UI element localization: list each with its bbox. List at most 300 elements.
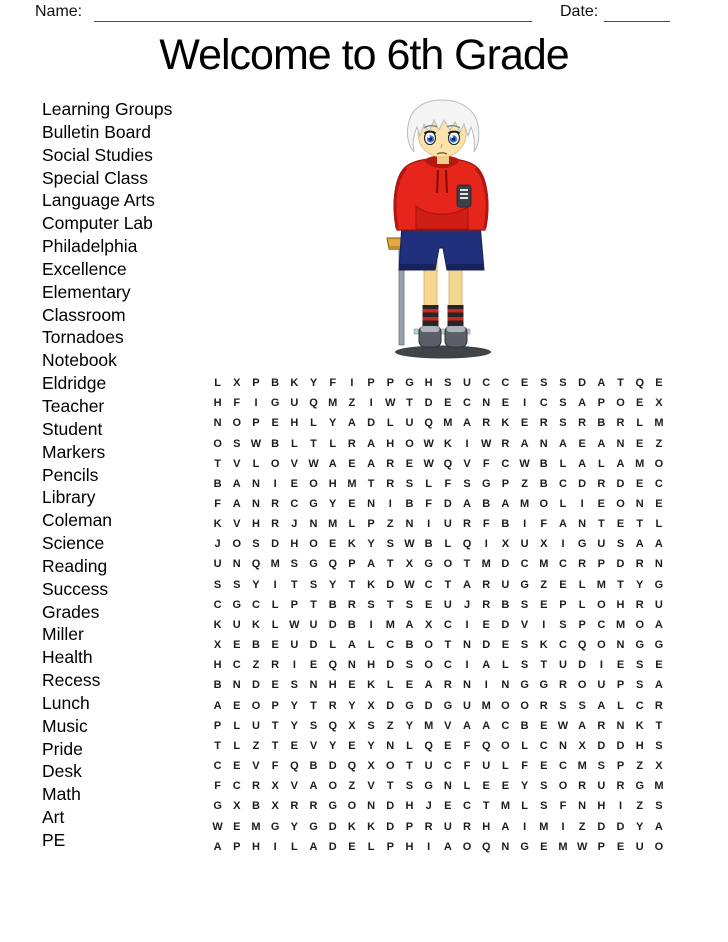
grid-letter: U	[501, 578, 510, 591]
grid-letter: E	[616, 659, 625, 672]
grid-letter: K	[367, 820, 376, 833]
grid-letter: Y	[329, 578, 337, 591]
grid-letter: G	[309, 820, 318, 833]
word-item: Art	[42, 807, 65, 828]
grid-letter: X	[655, 760, 663, 773]
grid-letter: U	[558, 659, 567, 672]
grid-letter: Z	[348, 397, 356, 410]
grid-letter: M	[654, 417, 664, 430]
word-item: Success	[42, 578, 109, 599]
grid-letter: U	[251, 719, 260, 732]
grid-letter: H	[405, 800, 414, 813]
grid-letter: S	[309, 578, 318, 591]
grid-letter: D	[386, 800, 395, 813]
grid-letter: S	[578, 699, 586, 712]
grid-letter: R	[616, 780, 625, 793]
word-item: Health	[42, 647, 93, 668]
grid-letter: H	[405, 840, 414, 853]
grid-letter: S	[290, 558, 299, 571]
grid-letter: S	[405, 598, 414, 611]
grid-letter: B	[347, 618, 356, 631]
grid-letter: T	[406, 760, 413, 773]
grid-letter: N	[213, 417, 222, 430]
grid-letter: T	[463, 558, 471, 571]
grid-letter: U	[520, 538, 529, 551]
grid-letter: L	[367, 639, 375, 652]
grid-letter: H	[213, 397, 222, 410]
grid-row	[208, 756, 669, 776]
grid-letter: U	[597, 538, 606, 551]
grid-letter: K	[213, 618, 222, 631]
grid-letter: A	[654, 538, 663, 551]
grid-letter: A	[463, 578, 471, 591]
grid-row	[208, 494, 669, 514]
grid-letter: H	[635, 739, 644, 752]
grid-letter: V	[309, 739, 318, 752]
grid-letter: S	[636, 659, 644, 672]
grid-letter: E	[636, 397, 644, 410]
grid-letter: O	[232, 538, 242, 551]
grid-letter: V	[252, 760, 260, 773]
grid-letter: Y	[405, 719, 414, 732]
grid-letter: R	[386, 477, 395, 490]
grid-letter: Z	[348, 780, 356, 793]
grid-letter: K	[635, 719, 644, 732]
grid-letter: Y	[636, 820, 644, 833]
grid-letter: C	[232, 659, 241, 672]
grid-letter: R	[347, 598, 356, 611]
grid-letter: D	[616, 558, 625, 571]
grid-letter: X	[271, 800, 279, 813]
grid-letter: N	[558, 739, 567, 752]
grid-row	[208, 393, 669, 413]
grid-letter: I	[369, 618, 373, 631]
grid-letter: L	[617, 699, 624, 712]
grid-letter: D	[328, 618, 337, 631]
grid-letter: C	[290, 498, 299, 511]
grid-letter: N	[501, 679, 510, 692]
grid-letter: R	[386, 457, 395, 470]
grid-letter: P	[386, 840, 394, 853]
grid-letter: L	[233, 719, 241, 732]
grid-letter: Q	[462, 538, 472, 551]
grid-letter: C	[558, 477, 567, 490]
grid-letter: S	[597, 760, 606, 773]
grid-letter: O	[309, 538, 318, 551]
grid-letter: M	[577, 760, 587, 773]
grid-letter: C	[558, 639, 567, 652]
grid-letter: T	[444, 578, 452, 591]
grid-letter: Z	[252, 739, 260, 752]
grid-letter: R	[271, 498, 280, 511]
grid-letter: S	[520, 659, 529, 672]
grid-letter: L	[502, 659, 509, 672]
grid-letter: L	[578, 598, 586, 611]
grid-letter: P	[578, 618, 586, 631]
grid-letter: T	[386, 780, 394, 793]
grid-row	[208, 716, 669, 736]
grid-letter: M	[385, 618, 395, 631]
grid-letter: X	[348, 719, 356, 732]
grid-letter: A	[367, 457, 376, 470]
grid-letter: G	[577, 538, 587, 551]
grid-letter: W	[423, 457, 434, 470]
grid-letter: N	[539, 437, 548, 450]
grid-letter: N	[386, 739, 395, 752]
word-item: Notebook	[42, 350, 117, 371]
grid-letter: B	[539, 477, 548, 490]
grid-letter: U	[635, 840, 644, 853]
striped-socks	[423, 305, 464, 329]
grid-letter: W	[519, 457, 530, 470]
grid-letter: L	[521, 739, 528, 752]
grid-letter: I	[523, 518, 527, 531]
grid-letter: C	[213, 760, 222, 773]
grid-letter: S	[559, 699, 567, 712]
grid-letter: O	[616, 498, 625, 511]
grid-letter: B	[251, 800, 260, 813]
grid-letter: Y	[329, 498, 337, 511]
grid-letter: E	[482, 780, 490, 793]
grid-letter: X	[213, 639, 222, 652]
grid-letter: M	[328, 518, 338, 531]
grid-letter: X	[233, 377, 241, 390]
grid-letter: C	[232, 780, 241, 793]
grid-letter: T	[540, 659, 548, 672]
grid-letter: Y	[309, 377, 318, 390]
grid-letter: P	[616, 679, 625, 692]
grid-letter: N	[309, 679, 318, 692]
grid-letter: X	[540, 538, 548, 551]
grid-letter: N	[616, 719, 625, 732]
grid-letter: Q	[328, 558, 337, 571]
grid-letter: N	[405, 518, 414, 531]
grid-letter: O	[405, 437, 414, 450]
grid-letter: X	[578, 739, 586, 752]
grid-letter: U	[463, 377, 471, 390]
grid-letter: G	[270, 397, 280, 410]
grid-letter: F	[463, 739, 471, 752]
grid-letter: N	[309, 518, 318, 531]
grid-letter: K	[251, 618, 260, 631]
word-item: Bulletin Board	[42, 121, 151, 142]
grid-letter: Z	[386, 518, 394, 531]
grid-letter: D	[386, 659, 395, 672]
grid-letter: H	[328, 679, 337, 692]
grid-letter: S	[252, 538, 260, 551]
grid-letter: Z	[578, 820, 586, 833]
word-item: Library	[42, 487, 96, 508]
grid-letter: A	[463, 417, 471, 430]
grid-letter: G	[635, 639, 644, 652]
grid-letter: A	[578, 719, 587, 732]
grid-letter: P	[233, 840, 241, 853]
grid-letter: N	[463, 639, 471, 652]
grid-letter: T	[617, 578, 624, 591]
grid-letter: Q	[424, 417, 433, 430]
grid-letter: H	[367, 659, 376, 672]
grid-letter: I	[523, 397, 527, 410]
grid-letter: B	[251, 639, 260, 652]
grid-letter: E	[636, 477, 644, 490]
grid-letter: R	[597, 477, 606, 490]
grid-letter: S	[444, 377, 452, 390]
grid-letter: Q	[290, 760, 299, 773]
grid-letter: A	[232, 498, 241, 511]
grid-letter: L	[386, 679, 394, 692]
grid-letter: Q	[577, 639, 587, 652]
grid-letter: W	[423, 437, 434, 450]
grid-letter: J	[291, 518, 298, 531]
grid-letter: T	[271, 739, 279, 752]
grid-letter: P	[252, 417, 260, 430]
grid-letter: N	[501, 840, 510, 853]
grid-letter: N	[482, 397, 491, 410]
grid-letter: U	[463, 699, 471, 712]
grid-letter: P	[348, 558, 356, 571]
grid-row	[208, 837, 669, 857]
grid-letter: T	[310, 437, 317, 450]
grid-letter: O	[232, 417, 242, 430]
grid-letter: T	[597, 518, 605, 531]
floor-shadow	[395, 346, 491, 359]
grid-letter: F	[559, 800, 567, 813]
grid-letter: L	[348, 518, 356, 531]
grid-letter: S	[559, 417, 567, 430]
grid-letter: B	[597, 417, 606, 430]
grid-letter: A	[347, 639, 356, 652]
grid-letter: D	[328, 840, 337, 853]
grid-letter: I	[350, 377, 354, 390]
grid-letter: Y	[367, 739, 375, 752]
grid-letter: K	[367, 679, 376, 692]
grid-letter: E	[655, 498, 663, 511]
grid-letter: A	[328, 457, 337, 470]
grid-letter: G	[213, 800, 222, 813]
grid-letter: F	[214, 780, 221, 793]
grid-letter: M	[347, 477, 357, 490]
grid-letter: R	[482, 598, 491, 611]
grid-letter: R	[616, 417, 625, 430]
grid-letter: W	[481, 437, 492, 450]
grid-letter: H	[328, 477, 337, 490]
grid-letter: B	[213, 477, 222, 490]
grid-letter: S	[520, 598, 529, 611]
grid-letter: B	[405, 498, 414, 511]
grid-letter: H	[290, 538, 299, 551]
grid-letter: X	[233, 800, 241, 813]
grid-letter: G	[520, 679, 529, 692]
grid-letter: Q	[328, 719, 337, 732]
grid-letter: B	[520, 719, 529, 732]
grid-letter: L	[636, 417, 644, 430]
grid-letter: F	[444, 477, 452, 490]
grid-letter: W	[404, 578, 415, 591]
grid-letter: C	[501, 719, 510, 732]
grid-letter: P	[367, 377, 375, 390]
grid-letter: E	[559, 578, 567, 591]
grid-letter: M	[500, 800, 510, 813]
grid-letter: G	[520, 840, 529, 853]
grid-letter: Z	[655, 437, 663, 450]
grid-row	[208, 534, 669, 554]
grid-row	[208, 696, 669, 716]
grid-letter: O	[424, 639, 433, 652]
grid-letter: W	[250, 437, 262, 450]
grid-letter: E	[540, 840, 548, 853]
red-hoodie	[395, 156, 488, 231]
grid-letter: E	[540, 760, 548, 773]
grid-letter: B	[424, 538, 433, 551]
grid-letter: Q	[481, 739, 491, 752]
grid-letter: R	[539, 699, 548, 712]
grid-letter: E	[348, 498, 356, 511]
grid-letter: E	[405, 679, 414, 692]
grid-letter: P	[386, 377, 394, 390]
grid-letter: Y	[520, 780, 529, 793]
grid-letter: F	[463, 760, 471, 773]
grid-letter: G	[232, 598, 242, 611]
grid-letter: D	[328, 820, 337, 833]
word-item: Social Studies	[42, 144, 153, 165]
grid-letter: L	[367, 840, 375, 853]
grid-letter: D	[251, 679, 260, 692]
grid-letter: R	[424, 820, 433, 833]
grid-letter: G	[654, 578, 664, 591]
grid-letter: E	[424, 598, 433, 611]
grid-letter: A	[501, 820, 510, 833]
grid-letter: T	[310, 699, 317, 712]
grid-letter: A	[578, 457, 587, 470]
grid-letter: L	[290, 437, 298, 450]
page-title: Welcome to 6th Grade	[159, 31, 569, 79]
word-item: Classroom	[42, 304, 126, 325]
grid-letter: D	[443, 498, 452, 511]
grid-letter: L	[655, 518, 663, 531]
grid-letter: A	[597, 699, 606, 712]
grid-letter: U	[424, 760, 433, 773]
grid-letter: L	[386, 417, 394, 430]
grid-letter: I	[580, 498, 584, 511]
grid-letter: H	[251, 518, 260, 531]
grid-letter: O	[386, 760, 395, 773]
grid-letter: A	[405, 618, 414, 631]
grid-letter: S	[559, 618, 567, 631]
grid-row	[208, 595, 669, 615]
grid-letter: M	[481, 558, 491, 571]
grid-letter: T	[367, 477, 375, 490]
grid-letter: N	[232, 558, 241, 571]
grid-letter: E	[233, 760, 241, 773]
grid-letter: I	[599, 659, 603, 672]
grid-letter: A	[463, 719, 471, 732]
boy-illustration-svg	[386, 98, 506, 363]
word-item: Math	[42, 784, 81, 805]
grid-letter: L	[233, 739, 241, 752]
grid-letter: A	[213, 699, 222, 712]
word-item: Miller	[42, 624, 84, 645]
grid-letter: H	[482, 820, 491, 833]
grid-letter: S	[213, 578, 222, 591]
grid-letter: O	[654, 457, 664, 470]
grid-letter: E	[271, 417, 279, 430]
grid-letter: A	[520, 437, 529, 450]
grid-letter: E	[501, 780, 510, 793]
grid-letter: I	[465, 618, 469, 631]
grid-letter: T	[655, 719, 663, 732]
grid-letter: W	[576, 840, 588, 853]
grid-letter: W	[212, 820, 223, 833]
grid-letter: L	[502, 760, 509, 773]
grid-letter: T	[310, 598, 317, 611]
grid-letter: Y	[290, 699, 299, 712]
grid-letter: F	[271, 760, 279, 773]
grid-letter: Y	[329, 739, 337, 752]
grid-letter: D	[424, 699, 433, 712]
grid-letter: E	[616, 840, 625, 853]
grid-letter: D	[386, 578, 395, 591]
grid-letter: Q	[309, 397, 318, 410]
grid-letter: E	[597, 498, 606, 511]
grid-letter: G	[424, 780, 433, 793]
grid-letter: N	[232, 679, 241, 692]
grid-letter: B	[213, 679, 222, 692]
grid-letter: E	[578, 437, 586, 450]
grid-letter: R	[347, 437, 356, 450]
grid-letter: S	[540, 780, 548, 793]
grid-letter: K	[443, 437, 452, 450]
grid-letter: A	[443, 840, 452, 853]
grid-letter: S	[233, 578, 241, 591]
grid-letter: X	[424, 618, 433, 631]
grid-letter: S	[309, 719, 318, 732]
grid-letter: E	[329, 538, 337, 551]
grid-letter: E	[348, 840, 356, 853]
grid-letter: A	[578, 397, 587, 410]
grid-letter: I	[484, 538, 488, 551]
grid-letter: H	[597, 800, 606, 813]
grid-letter: O	[462, 840, 472, 853]
grid-letter: U	[597, 780, 606, 793]
grid-letter: E	[540, 719, 548, 732]
grid-letter: C	[251, 598, 260, 611]
grid-letter: H	[616, 598, 625, 611]
grid-letter: O	[520, 699, 529, 712]
grid-letter: U	[213, 558, 222, 571]
word-item: Special Class	[42, 167, 149, 188]
navy-shorts	[399, 224, 484, 270]
grid-letter: T	[348, 578, 356, 591]
word-item: Student	[42, 418, 103, 439]
grid-row	[208, 454, 669, 474]
word-item: Grades	[42, 601, 100, 622]
grid-letter: R	[309, 800, 318, 813]
grid-letter: C	[443, 760, 452, 773]
grid-letter: S	[367, 719, 375, 732]
grid-letter: A	[463, 498, 471, 511]
grid-letter: B	[405, 639, 414, 652]
word-item: Elementary	[42, 281, 131, 302]
word-item: Science	[42, 533, 105, 554]
grid-letter: N	[654, 558, 663, 571]
grid-letter: H	[213, 659, 222, 672]
word-item: Excellence	[42, 258, 127, 279]
grid-letter: N	[635, 498, 644, 511]
grid-letter: G	[270, 820, 280, 833]
grid-letter: O	[443, 558, 453, 571]
grid-letter: I	[523, 820, 527, 833]
grid-letter: W	[557, 719, 569, 732]
